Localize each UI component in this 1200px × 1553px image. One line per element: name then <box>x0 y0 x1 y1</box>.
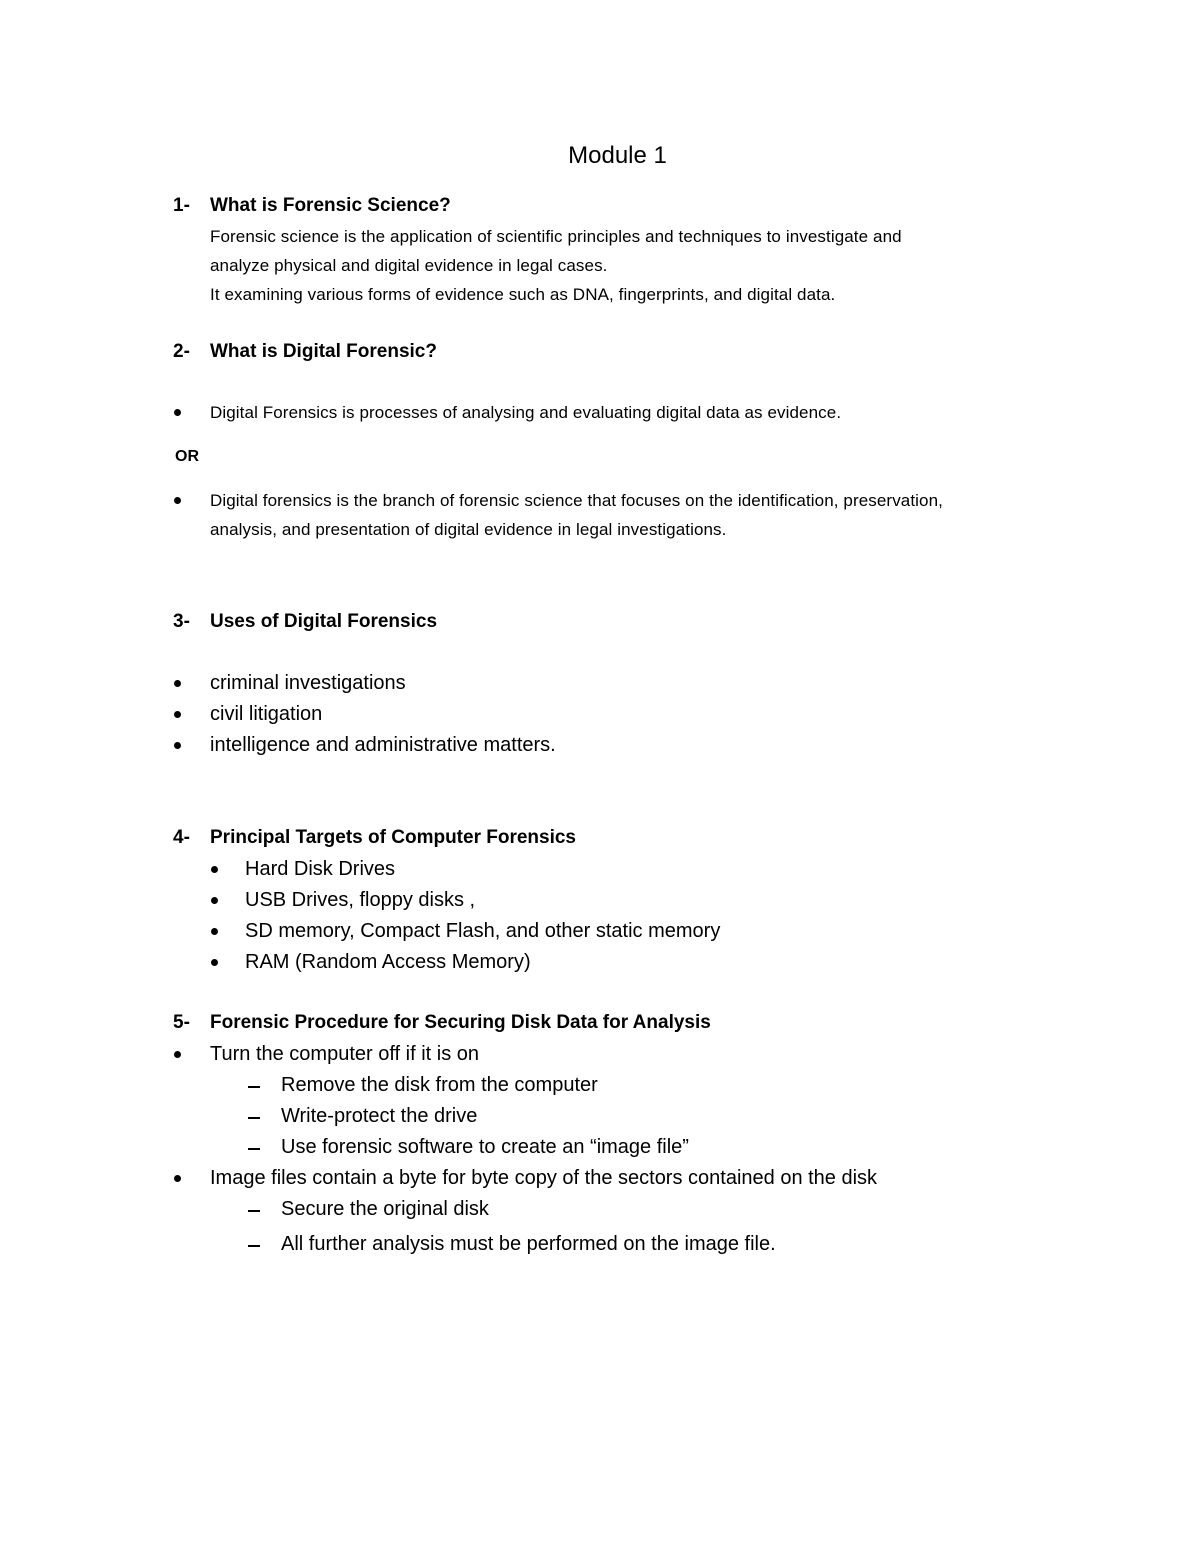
section-1-paragraph-line-1: Forensic science is the application of scientific principles and techniques to investigate and <box>210 227 902 246</box>
section-5-number: 5- <box>173 1012 190 1033</box>
section-4-item-2: USB Drives, floppy disks , <box>245 889 476 911</box>
section-2-number: 2- <box>173 341 190 362</box>
section-2-heading: What is Digital Forensic? <box>210 341 437 362</box>
or-separator: OR <box>175 448 199 465</box>
bullet-icon <box>174 742 181 749</box>
dash-icon <box>248 1117 260 1119</box>
section-1-paragraph-line-3: It examining various forms of evidence such as DNA, fingerprints, and digital data. <box>210 285 836 304</box>
section-3-heading: Uses of Digital Forensics <box>210 611 438 632</box>
section-2-bullet-2-line-1: Digital forensics is the branch of forensic science that focuses on the identification, preservation, <box>210 491 943 510</box>
section-5-heading: Forensic Procedure for Securing Disk Data for Analysis <box>210 1012 711 1033</box>
section-4-number: 4- <box>173 827 190 848</box>
section-3-item-3: intelligence and administrative matters. <box>210 734 556 756</box>
section-3-number: 3- <box>173 611 190 632</box>
bullet-icon <box>174 1175 181 1182</box>
section-5-sub-1-item-1: Remove the disk from the computer <box>281 1074 598 1096</box>
bullet-icon <box>211 866 218 873</box>
section-1-heading: What is Forensic Science? <box>210 195 451 216</box>
section-5-bullet-2: Image files contain a byte for byte copy of the sectors contained on the disk <box>210 1167 878 1189</box>
bullet-icon <box>174 711 181 718</box>
section-4-item-1: Hard Disk Drives <box>245 858 396 880</box>
section-4-item-3: SD memory, Compact Flash, and other static memory <box>245 920 721 942</box>
section-5-sub-1-item-2: Write-protect the drive <box>281 1105 478 1127</box>
dash-icon <box>248 1086 260 1088</box>
bullet-icon <box>211 928 218 935</box>
bullet-icon <box>174 680 181 687</box>
bullet-icon <box>211 959 218 966</box>
bullet-icon <box>174 497 181 504</box>
section-4-heading: Principal Targets of Computer Forensics <box>210 827 577 848</box>
section-2-bullet-2-line-2: analysis, and presentation of digital evidence in legal investigations. <box>210 520 727 539</box>
section-1-number: 1- <box>173 195 190 216</box>
bullet-icon <box>211 897 218 904</box>
section-5-bullet-1: Turn the computer off if it is on <box>210 1043 480 1065</box>
section-2-bullet-1: Digital Forensics is processes of analysing and evaluating digital data as evidence. <box>210 403 842 422</box>
section-3-item-2: civil litigation <box>210 703 323 725</box>
dash-icon <box>248 1210 260 1212</box>
dash-icon <box>248 1148 260 1150</box>
section-3-item-1: criminal investigations <box>210 672 406 694</box>
bullet-icon <box>174 1051 181 1058</box>
section-5-sub-2-item-2: All further analysis must be performed on the image file. <box>281 1233 776 1255</box>
section-4-item-4: RAM (Random Access Memory) <box>245 951 531 973</box>
section-5-sub-1-item-3: Use forensic software to create an “image file” <box>281 1136 689 1158</box>
section-5-sub-2-item-1: Secure the original disk <box>281 1198 489 1220</box>
section-1-paragraph-line-2: analyze physical and digital evidence in legal cases. <box>210 256 608 275</box>
bullet-icon <box>174 409 181 416</box>
dash-icon <box>248 1245 260 1247</box>
document-title: Module 1 <box>568 142 667 169</box>
